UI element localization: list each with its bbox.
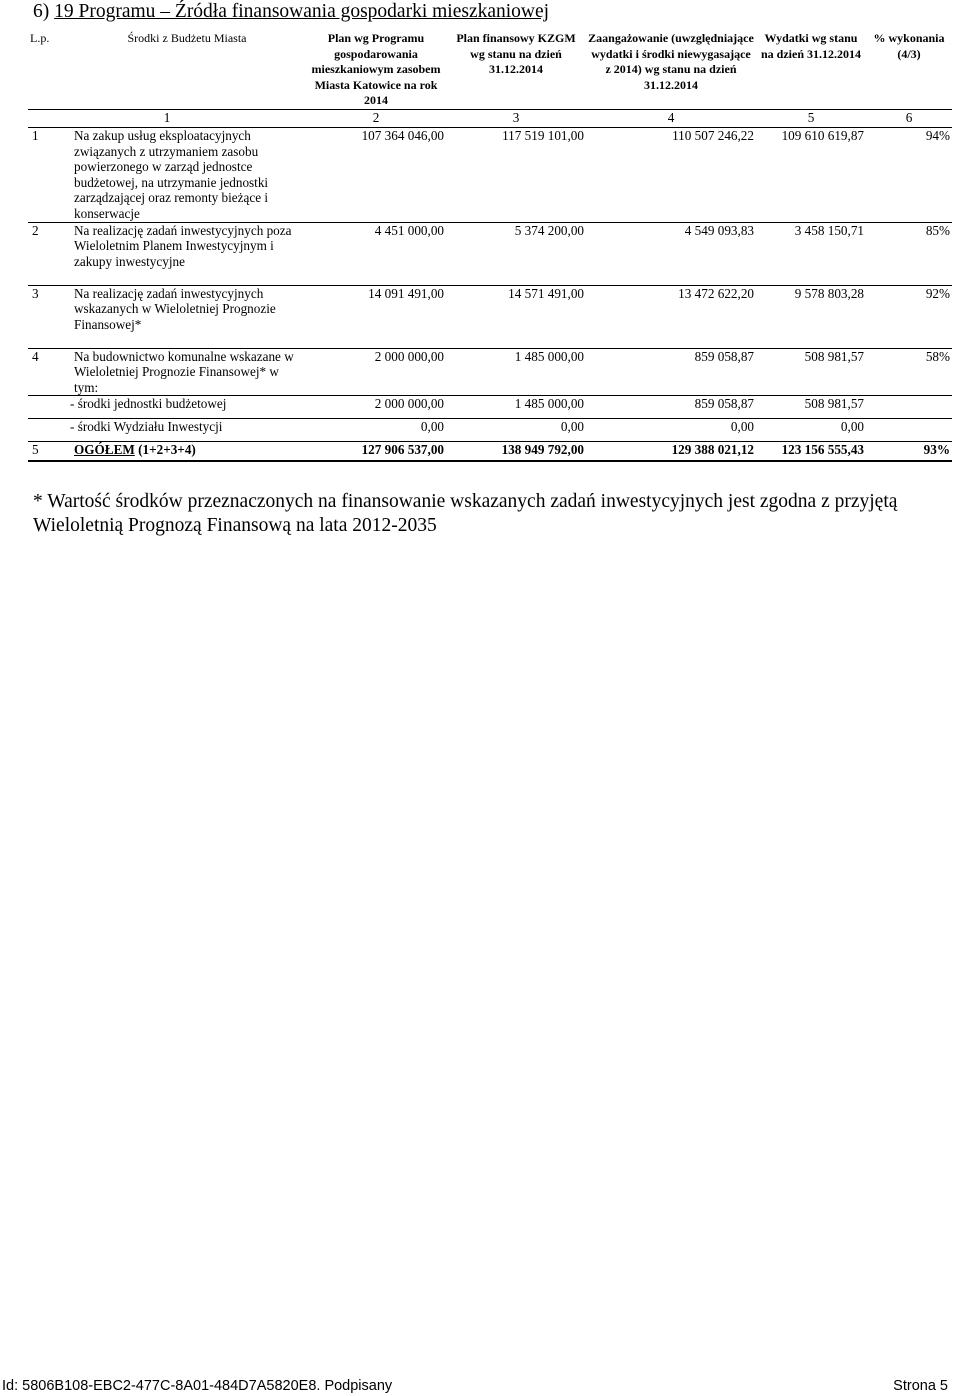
header-lp: L.p. xyxy=(30,31,50,45)
subrow-plan-kzgm: 0,00 xyxy=(446,419,586,442)
total-row xyxy=(28,442,952,462)
row-pct: 58% xyxy=(866,348,952,396)
footnote xyxy=(33,490,960,538)
total-plan-program: 127 906 537,00 xyxy=(306,442,446,462)
row-description: Na realizację zadań inwestycyjnych wskazanych w Wieloletniej Prognozie Finansowej* xyxy=(68,285,306,348)
subrow-description: - środki Wydziału Inwestycji xyxy=(68,419,306,442)
footnote-line: Wieloletnią Prognozą Finansową na lata 2012-2035 xyxy=(33,515,437,536)
header-wydatki: Wydatki wg stanu na dzień 31.12.2014 xyxy=(760,31,861,61)
subrow-wydatki: 508 981,57 xyxy=(756,396,866,419)
row-wydatki: 9 578 803,28 xyxy=(756,285,866,348)
subrow-plan-program: 0,00 xyxy=(306,419,446,442)
row-description: Na zakup usług eksploatacyjnych związanych z utrzymaniem zasobu powierzonego w zarząd jednostce budżetowej, na utrzymanie jednostki zarządzającej oraz remonty bieżące i konserwacje xyxy=(68,127,306,222)
header-zaangazowanie: Zaangażowanie (uwzględniające wydatki i środki niewygasające z 2014) wg stanu na dzień 31.12.2014 xyxy=(588,31,754,92)
row-pct: 85% xyxy=(866,222,952,285)
row-plan-program: 2 000 000,00 xyxy=(306,348,446,396)
subrow-pct xyxy=(866,419,952,442)
row-zaangazowanie: 859 058,87 xyxy=(586,348,756,396)
total-lp: 5 xyxy=(28,442,68,462)
total-pct: 93% xyxy=(866,442,952,462)
row-description: Na realizację zadań inwestycyjnych poza Wieloletnim Planem Inwestycyjnym i zakupy inwestycyjne xyxy=(68,222,306,285)
column-number: 2 xyxy=(306,109,446,127)
row-pct: 92% xyxy=(866,285,952,348)
subrow-description: - środki jednostki budżetowej xyxy=(68,396,306,419)
row-plan-kzgm: 5 374 200,00 xyxy=(446,222,586,285)
row-wydatki: 109 610 619,87 xyxy=(756,127,866,222)
document-id: Id: 5806B108-EBC2-477C-8A01-484D7A5820E8. Podpisany xyxy=(2,1378,393,1394)
total-formula: (1+2+3+4) xyxy=(134,442,196,458)
row-pct: 94% xyxy=(866,127,952,222)
total-label-cell xyxy=(68,442,306,462)
column-numbers-row xyxy=(28,109,952,127)
row-plan-program: 4 451 000,00 xyxy=(306,222,446,285)
total-zaangazowanie: 129 388 021,12 xyxy=(586,442,756,462)
table-subrow xyxy=(28,419,952,442)
row-lp: 4 xyxy=(28,348,68,396)
row-plan-kzgm: 14 571 491,00 xyxy=(446,285,586,348)
subrow-zaangazowanie: 0,00 xyxy=(586,419,756,442)
financing-table xyxy=(28,31,952,462)
row-plan-kzgm: 1 485 000,00 xyxy=(446,348,586,396)
header-plan-kzgm: Plan finansowy KZGM wg stanu na dzień 31.12.2014 xyxy=(456,31,576,77)
total-plan-kzgm: 138 949 792,00 xyxy=(446,442,586,462)
heading-text: 19 Programu – Źródła finansowania gospodarki mieszkaniowej xyxy=(54,1,550,22)
subrow-wydatki: 0,00 xyxy=(756,419,866,442)
subrow-plan-kzgm: 1 485 000,00 xyxy=(446,396,586,419)
row-description: Na budownictwo komunalne wskazane w Wieloletniej Prognozie Finansowej* w tym: xyxy=(68,348,306,396)
column-number: 3 xyxy=(446,109,586,127)
column-number: 4 xyxy=(586,109,756,127)
row-zaangazowanie: 13 472 622,20 xyxy=(586,285,756,348)
row-wydatki: 3 458 150,71 xyxy=(756,222,866,285)
table-row xyxy=(28,127,952,222)
row-plan-program: 14 091 491,00 xyxy=(306,285,446,348)
table-header-row xyxy=(28,31,952,109)
column-number: 6 xyxy=(866,109,952,127)
row-zaangazowanie: 110 507 246,22 xyxy=(586,127,756,222)
header-wykonanie: % wykonania (4/3) xyxy=(873,31,945,61)
column-number: 5 xyxy=(756,109,866,127)
heading-prefix: 6) xyxy=(33,1,55,22)
row-lp: 2 xyxy=(28,222,68,285)
subrow-zaangazowanie: 859 058,87 xyxy=(586,396,756,419)
total-label: OGÓŁEM xyxy=(74,442,135,458)
row-lp: 1 xyxy=(28,127,68,222)
page-number: Strona 5 xyxy=(893,1378,948,1394)
row-wydatki: 508 981,57 xyxy=(756,348,866,396)
header-plan-program: Plan wg Programu gospodarowania mieszkaniowym zasobem Miasta Katowice na rok 2014 xyxy=(311,31,441,108)
row-zaangazowanie: 4 549 093,83 xyxy=(586,222,756,285)
row-plan-kzgm: 117 519 101,00 xyxy=(446,127,586,222)
subrow-plan-program: 2 000 000,00 xyxy=(306,396,446,419)
row-lp: 3 xyxy=(28,285,68,348)
table-row xyxy=(28,222,952,285)
table-subrow xyxy=(28,396,952,419)
section-heading xyxy=(33,1,549,23)
table-row xyxy=(28,348,952,396)
header-source: Środki z Budżetu Miasta xyxy=(127,31,247,45)
footnote-line: * Wartość środków przeznaczonych na finansowanie wskazanych zadań inwestycyjnych jest zgodna z przyjętą xyxy=(33,491,898,512)
table-row xyxy=(28,285,952,348)
row-plan-program: 107 364 046,00 xyxy=(306,127,446,222)
subrow-pct xyxy=(866,396,952,419)
total-wydatki: 123 156 555,43 xyxy=(756,442,866,462)
column-number: 1 xyxy=(28,109,306,127)
